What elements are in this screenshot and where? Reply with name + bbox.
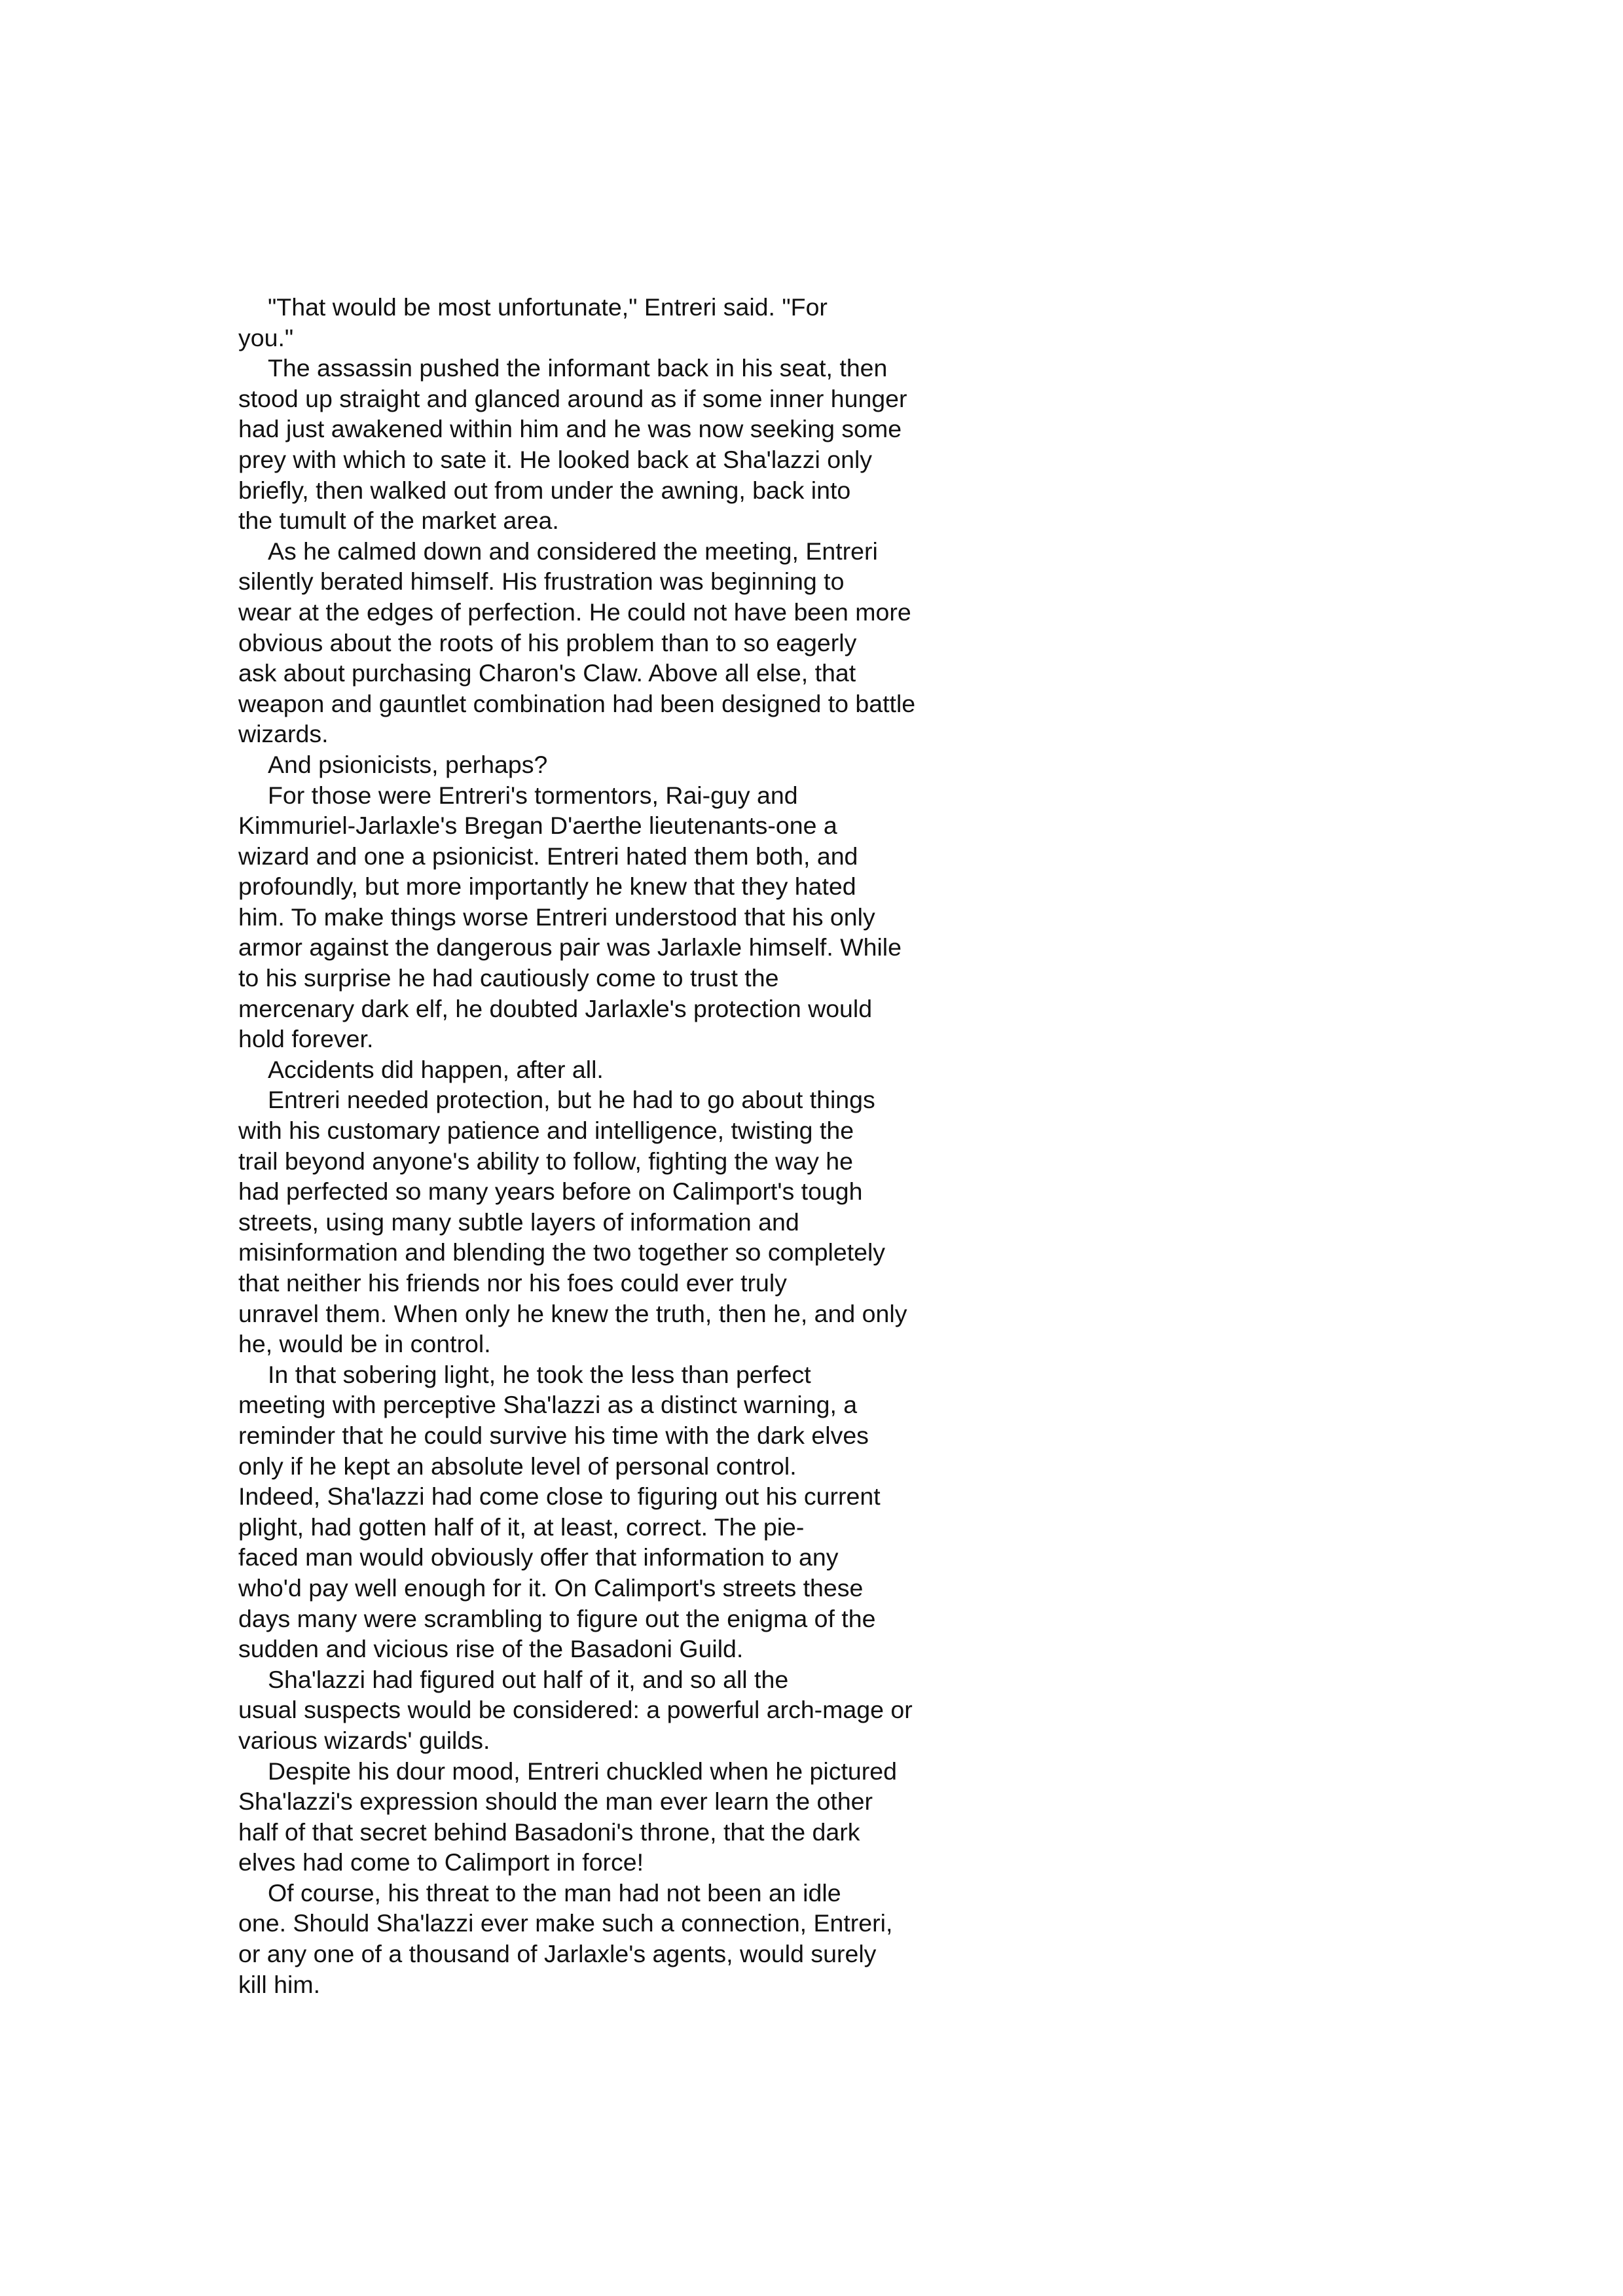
text-line: briefly, then walked out from under the awning, back into	[238, 476, 851, 504]
paragraph-first-line: As he calmed down and considered the meeting, Entreri	[268, 537, 878, 565]
text-line: the tumult of the market area.	[238, 507, 559, 535]
text-line: weapon and gauntlet combination had been designed to battle	[238, 689, 916, 717]
text-line: elves had come to Calimport in force!	[238, 1848, 644, 1876]
text-line: stood up straight and glanced around as if some inner hunger	[238, 384, 907, 412]
text-line: armor against the dangerous pair was Jarlaxle himself. While	[238, 933, 902, 961]
text-line: unravel them. When only he knew the truth, then he, and only	[238, 1299, 907, 1327]
text-line: who'd pay well enough for it. On Calimport's streets these	[238, 1573, 864, 1602]
text-line: kill him.	[238, 1970, 321, 1998]
text-line: him. To make things worse Entreri understood that his only	[238, 903, 875, 931]
body-text	[238, 292, 998, 2000]
text-line: half of that secret behind Basadoni's throne, that the dark	[238, 1818, 860, 1846]
text-line: had just awakened within him and he was now seeking some	[238, 415, 902, 443]
text-line: reminder that he could survive his time with the dark elves	[238, 1421, 869, 1449]
text-line: he, would be in control.	[238, 1330, 491, 1358]
text-line: wizards.	[238, 720, 329, 748]
text-line: you."	[238, 323, 294, 351]
text-line: wear at the edges of perfection. He could not have been more	[238, 598, 911, 626]
text-line: one. Should Sha'lazzi ever make such a connection, Entreri,	[238, 1909, 893, 1937]
text-line: plight, had gotten half of it, at least, correct. The pie-	[238, 1513, 805, 1541]
paragraph-first-line: Entreri needed protection, but he had to go about things	[268, 1086, 875, 1114]
paragraph-first-line: And psionicists, perhaps?	[268, 750, 548, 778]
text-line: ask about purchasing Charon's Claw. Above all else, that	[238, 659, 856, 687]
text-line: hold forever.	[238, 1025, 374, 1053]
text-line: Indeed, Sha'lazzi had come close to figuring out his current	[238, 1482, 881, 1511]
paragraph-first-line: The assassin pushed the informant back in his seat, then	[268, 354, 888, 382]
text-line: faced man would obviously offer that information to any	[238, 1543, 839, 1571]
text-line: prey with which to sate it. He looked back at Sha'lazzi only	[238, 445, 873, 473]
text-line: silently berated himself. His frustration was beginning to	[238, 567, 845, 596]
text-line: streets, using many subtle layers of information and	[238, 1208, 799, 1236]
text-line: to his surprise he had cautiously come to trust the	[238, 964, 779, 992]
text-line: misinformation and blending the two together so completely	[238, 1238, 886, 1266]
paragraph-first-line: Sha'lazzi had figured out half of it, and so all the	[268, 1665, 789, 1693]
paragraph-first-line: Accidents did happen, after all.	[268, 1055, 604, 1083]
text-line: that neither his friends nor his foes could ever truly	[238, 1269, 787, 1297]
text-line: obvious about the roots of his problem than to so eagerly	[238, 628, 857, 656]
text-line: only if he kept an absolute level of personal control.	[238, 1452, 797, 1480]
paragraph-first-line: Despite his dour mood, Entreri chuckled when he pictured	[268, 1757, 897, 1785]
text-line: sudden and vicious rise of the Basadoni Guild.	[238, 1635, 744, 1663]
text-line: mercenary dark elf, he doubted Jarlaxle's protection would	[238, 994, 873, 1022]
text-line: or any one of a thousand of Jarlaxle's agents, would surely	[238, 1940, 877, 1968]
text-line: had perfected so many years before on Calimport's tough	[238, 1177, 863, 1206]
text-line: usual suspects would be considered: a powerful arch-mage or	[238, 1696, 913, 1724]
text-line: Sha'lazzi's expression should the man ever learn the other	[238, 1787, 873, 1816]
paragraph-first-line: "That would be most unfortunate," Entreri said. "For	[268, 293, 828, 321]
paragraph-first-line: In that sobering light, he took the less than perfect	[268, 1360, 811, 1388]
text-line: meeting with perceptive Sha'lazzi as a distinct warning, a	[238, 1391, 858, 1419]
text-line: days many were scrambling to figure out the enigma of the	[238, 1604, 876, 1632]
text-line: profoundly, but more importantly he knew that they hated	[238, 872, 856, 901]
text-line: Kimmuriel-Jarlaxle's Bregan D'aerthe lieutenants-one a	[238, 812, 837, 840]
paragraph-first-line: For those were Entreri's tormentors, Rai-guy and	[268, 781, 798, 809]
text-line: with his customary patience and intelligence, twisting the	[238, 1117, 854, 1145]
text-line: various wizards' guilds.	[238, 1726, 490, 1754]
paragraph-first-line: Of course, his threat to the man had not been an idle	[268, 1878, 841, 1907]
text-line: trail beyond anyone's ability to follow, fighting the way he	[238, 1147, 853, 1175]
text-line: wizard and one a psionicist. Entreri hated them both, and	[238, 842, 858, 870]
